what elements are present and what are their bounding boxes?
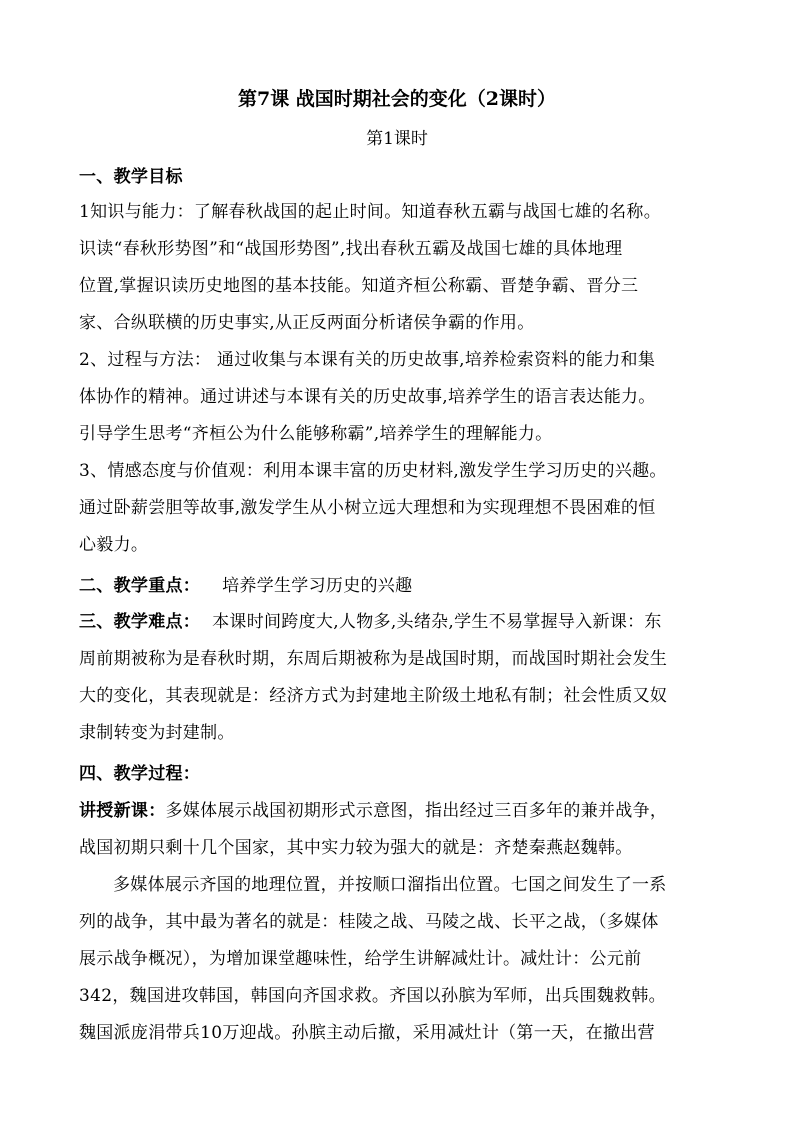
goals-line: 识读“春秋形势图”和“战国形势图”,找出春秋五霸及战国七雄的具体地理	[79, 239, 623, 259]
new-lesson-label: 讲授新课：	[79, 801, 166, 821]
goals-line: 位置,掌握识读历史地图的基本技能。知道齐桓公称霸、晋楚争霸、晋分三	[79, 276, 639, 296]
paragraph-line: 列的战争，其中最为著名的就是：桂陵之战、马陵之战、长平之战，（多媒体	[79, 912, 659, 932]
difficulty-text: 本课时间跨度大,人物多,头绪杂,学生不易掌握导入新课：东	[212, 612, 662, 632]
goals-line: 1知识与能力：了解春秋战国的起止时间。知道春秋五霸与战国七雄的名称。	[79, 202, 662, 222]
section-heading-difficulty: 三、教学难点：	[79, 612, 201, 632]
goals-line: 家、合纵联横的历史事实,从正反两面分析诸侯争霸的作用。	[79, 313, 535, 333]
goals-line: 3、情感态度与价值观：利用本课丰富的历史材料,激发学生学习历史的兴趣。	[79, 461, 667, 481]
difficulty-line: 隶制转变为封建制。	[79, 723, 235, 743]
paragraph-line: 多媒体展示齐国的地理位置，并按顺口溜指出位置。七国之间发生了一系	[113, 875, 667, 895]
difficulty-line: 大的变化，其表现就是：经济方式为封建地主阶级土地私有制；社会性质又奴	[79, 686, 668, 706]
paragraph-line: 展示战争概况），为增加课堂趣味性，给学生讲解减灶计。减灶计：公元前	[79, 949, 642, 969]
page-title: 第7课 战国时期社会的变化（2课时）	[237, 88, 557, 110]
section-heading-key: 二、教学重点：	[79, 576, 201, 596]
key-point-line	[79, 574, 412, 598]
new-lesson-line	[79, 799, 667, 823]
goals-line: 引导学生思考“齐桓公为什么能够称霸”,培养学生的理解能力。	[79, 424, 553, 444]
goals-line: 心毅力。	[79, 535, 149, 555]
new-lesson-line: 战国初期只剩十几个国家，其中实力较为强大的就是：齐楚秦燕赵魏韩。	[79, 838, 633, 858]
key-point-text: 培养学生学习历史的兴趣	[222, 576, 413, 596]
paragraph-line: 342，魏国进攻韩国，韩国向齐国求救。齐国以孙膑为军师，出兵围魏救韩。	[79, 986, 666, 1006]
goals-line: 体协作的精神。通过讲述与本课有关的历史故事,培养学生的语言表达能力。	[79, 387, 656, 407]
section-heading-goals: 一、教学目标	[79, 167, 183, 187]
page-subtitle: 第1课时	[366, 129, 428, 149]
new-lesson-text: 多媒体展示战国初期形式示意图，指出经过三百多年的兼并战争，	[165, 801, 668, 821]
paragraph-line: 魏国派庞涓带兵10万迎战。孙膑主动后撤，采用减灶计（第一天，在撤出营	[79, 1023, 655, 1043]
section-heading-process: 四、教学过程：	[79, 764, 201, 784]
difficulty-line	[79, 610, 662, 634]
goals-line: 2、过程与方法： 通过收集与本课有关的历史故事,培养检索资料的能力和集	[79, 350, 656, 370]
goals-line: 通过卧薪尝胆等故事,激发学生从小树立远大理想和为实现理想不畏困难的恒	[79, 498, 656, 518]
difficulty-line: 周前期被称为是春秋时期，东周后期被称为是战国时期，而战国时期社会发生	[79, 649, 668, 669]
